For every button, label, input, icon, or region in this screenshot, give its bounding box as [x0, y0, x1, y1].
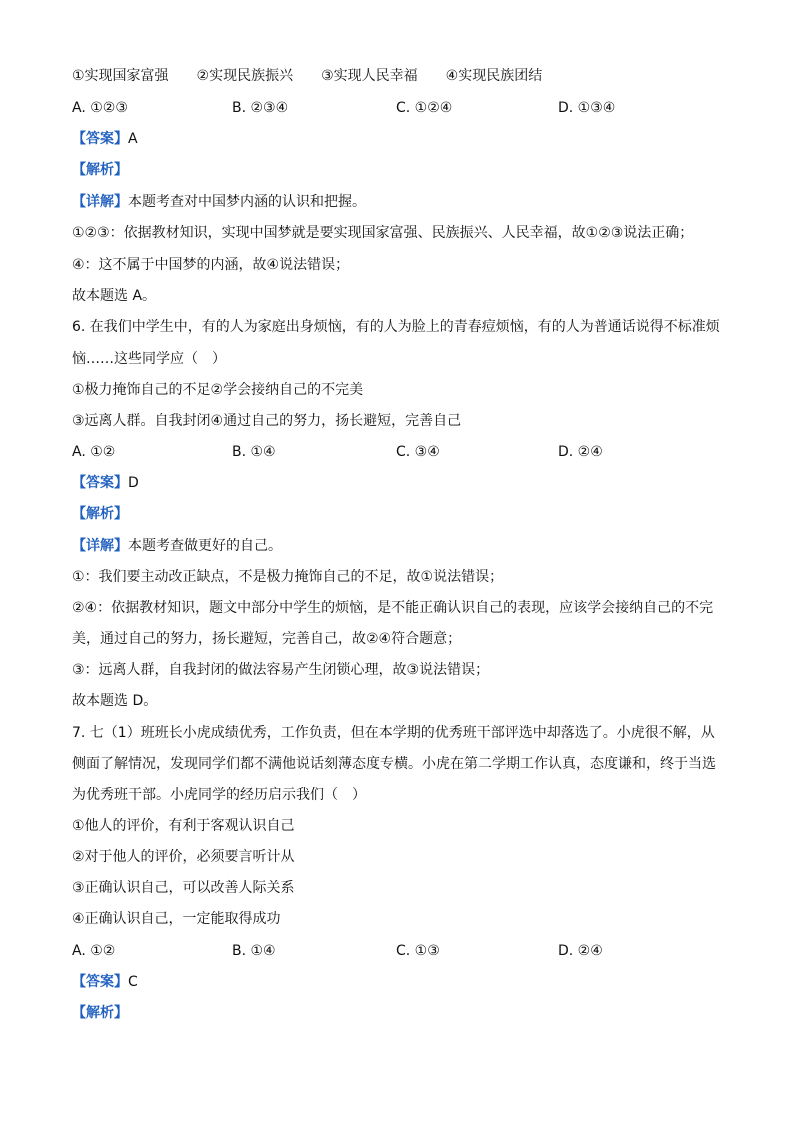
q6-answer [72, 474, 139, 492]
answer-value: C [128, 974, 138, 990]
q6-option-a: A. ①② [72, 444, 116, 460]
detail-tag: 【详解】 [72, 194, 128, 210]
q6-analysis-line: ②④：依据教材知识，题文中部分中学生的烦恼，是不能正确认识自己的表现，应该学会接纳自己的不完 [72, 600, 714, 616]
q6-stem: 6. 在我们中学生中，有的人为家庭出身烦恼，有的人为脸上的青春痘烦恼，有的人为普通话说得不标准烦 [72, 319, 720, 335]
answer-tag: 【答案】 [72, 475, 128, 491]
q5-option-b: B. ②③④ [232, 100, 289, 116]
q5-option-a: A. ①②③ [72, 100, 128, 116]
q6-stem: 恼……这些同学应（ ） [72, 351, 226, 367]
q5-analysis-line: ①②③：依据教材知识，实现中国梦就是要实现国家富强、民族振兴、人民幸福，故①②③说法正确； [72, 225, 694, 241]
q7-statement: ①他人的评价，有利于客观认识自己 [72, 818, 295, 834]
q5-answer [72, 130, 138, 148]
q6-analysis-line: ③：远离人群，自我封闭的做法容易产生闭锁心理，故③说法错误； [72, 662, 490, 678]
q7-option-d: D. ②④ [558, 943, 603, 959]
answer-tag: 【答案】 [72, 131, 128, 147]
q6-option-d: D. ②④ [558, 444, 603, 460]
answer-value: A [128, 131, 138, 147]
q6-analysis-line: 故本题选 D。 [72, 693, 158, 709]
q7-option-b: B. ①④ [232, 943, 276, 959]
detail-text: 本题考查做更好的自己。 [128, 538, 282, 554]
q6-statements: ③远离人群。自我封闭④通过自己的努力，扬长避短，完善自己 [72, 413, 462, 429]
answer-value: D [128, 475, 139, 491]
q6-analysis-tag [72, 505, 128, 523]
q7-statement: ②对于他人的评价，必须要言听计从 [72, 849, 295, 865]
q5-analysis-line: ④：这不属于中国梦的内涵，故④说法错误； [72, 257, 350, 273]
q6-statements: ①极力掩饰自己的不足②学会接纳自己的不完美 [72, 382, 364, 398]
q5-option-d: D. ①③④ [558, 100, 616, 116]
analysis-tag: 【解析】 [72, 1005, 128, 1021]
q7-statement: ③正确认识自己，可以改善人际关系 [72, 880, 295, 896]
answer-tag: 【答案】 [72, 974, 128, 990]
q7-option-a: A. ①② [72, 943, 116, 959]
q5-statements: ①实现国家富强 ②实现民族振兴 ③实现人民幸福 ④实现民族团结 [72, 68, 543, 84]
q5-analysis-tag [72, 161, 128, 179]
analysis-tag: 【解析】 [72, 162, 128, 178]
q6-detail [72, 537, 282, 555]
analysis-tag: 【解析】 [72, 506, 128, 522]
q7-stem: 为优秀班干部。小虎同学的经历启示我们（ ） [72, 787, 366, 803]
q7-statement: ④正确认识自己，一定能取得成功 [72, 911, 281, 927]
q5-analysis-line: 故本题选 A。 [72, 288, 157, 304]
q7-analysis-tag [72, 1004, 128, 1022]
detail-text: 本题考查对中国梦内涵的认识和把握。 [128, 194, 366, 210]
q7-option-c: C. ①③ [396, 943, 440, 959]
q7-answer [72, 973, 138, 991]
q6-analysis-line: ①：我们要主动改正缺点，不是极力掩饰自己的不足，故①说法错误； [72, 569, 504, 585]
q5-option-c: C. ①②④ [396, 100, 453, 116]
q6-analysis-line: 美，通过自己的努力，扬长避短，完善自己，故②④符合题意； [72, 631, 462, 647]
q7-stem: 7. 七（1）班班长小虎成绩优秀，工作负责，但在本学期的优秀班干部评选中却落选了。小虎很不解，从 [72, 725, 715, 741]
q5-detail [72, 193, 366, 211]
detail-tag: 【详解】 [72, 538, 128, 554]
q7-stem: 侧面了解情况，发现同学们都不满他说话刻薄态度专横。小虎在第二学期工作认真，态度谦和，终于当选 [72, 756, 716, 772]
q6-option-b: B. ①④ [232, 444, 276, 460]
q6-option-c: C. ③④ [396, 444, 440, 460]
